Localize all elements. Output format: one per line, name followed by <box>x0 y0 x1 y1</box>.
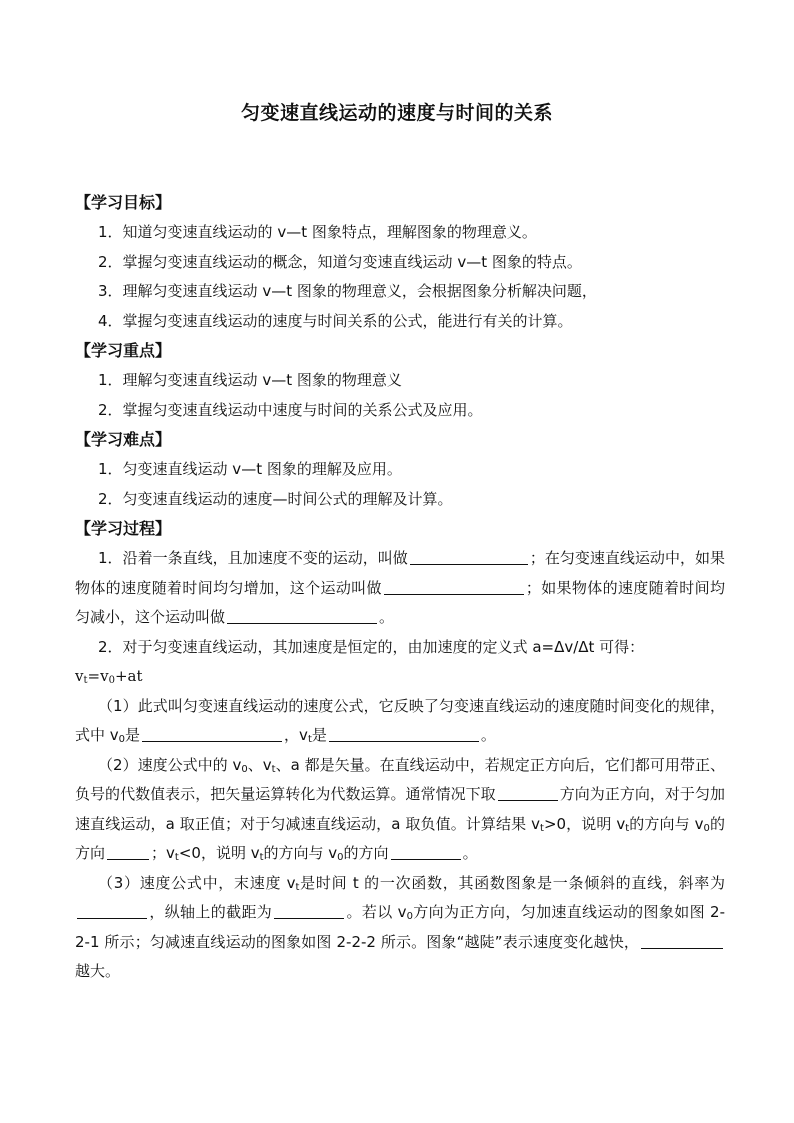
subscript: 0 <box>108 675 115 686</box>
difficulty-item: 2．匀变速直线运动的速度—时间公式的理解及计算。 <box>98 489 453 508</box>
section-heading-process: 【学习过程】 <box>75 519 172 538</box>
difficulty-item: 1．匀变速直线运动 v—t 图象的理解及应用。 <box>98 460 402 478</box>
section-heading-difficulties: 【学习难点】 <box>75 430 172 449</box>
velocity-formula <box>75 662 725 692</box>
page-title: 匀变速直线运动的速度与时间的关系 <box>240 102 553 124</box>
text-run: 是 <box>311 726 327 744</box>
fill-blank[interactable] <box>498 784 558 801</box>
section-heading-goals: 【学习目标】 <box>75 193 172 212</box>
fill-blank[interactable] <box>410 548 528 565</box>
fill-blank[interactable] <box>77 902 147 919</box>
text-run: <0，说明 v <box>178 844 260 862</box>
text-run: 的方向 <box>343 844 389 862</box>
process-paragraph-1 <box>75 544 725 633</box>
subscript: 0 <box>703 822 710 834</box>
process-paragraph-3 <box>75 692 725 751</box>
text-run: 越大。 <box>75 962 121 980</box>
text-run: 的方向 <box>75 814 725 862</box>
text-run: 。 <box>462 844 478 862</box>
subscript: t <box>307 734 312 745</box>
text-run: 、v <box>247 755 272 774</box>
fill-blank[interactable] <box>384 578 524 595</box>
goal-item: 1．知道匀变速直线运动的 v—t 图象特点，理解图象的物理意义。 <box>98 223 537 241</box>
text-run: 。 <box>379 608 395 626</box>
subscript: t <box>174 852 179 863</box>
subscript: 0 <box>406 911 413 922</box>
goal-item: 2．掌握匀变速直线运动的概念，知道匀变速直线运动 v—t 图象的特点。 <box>98 252 582 271</box>
text-run: >0，说明 v <box>543 814 626 833</box>
text-run: （2）速度公式中的 v <box>98 755 242 774</box>
process-paragraph-2: 2．对于匀变速直线运动，其加速度是恒定的，由加速度的定义式 a=Δv/Δt 可得： <box>98 637 645 656</box>
subscript: 0 <box>241 763 248 775</box>
subscript: 0 <box>118 734 126 745</box>
fill-blank[interactable] <box>329 725 479 742</box>
text-run: 方向为正方向，对于匀加速直线运动，a 取正值；对于匀减速直线运动，a 取负值。计算结果 v <box>75 785 725 833</box>
text-run: 。若以 v <box>346 903 407 921</box>
subscript: t <box>271 763 276 775</box>
process-paragraph-5 <box>75 869 725 987</box>
text-run: 。 <box>480 726 496 744</box>
text-run: =v <box>87 667 109 685</box>
text-run: 是时间 t 的一次函数，其函数图象是一条倾斜的直线，斜率为 <box>299 873 725 892</box>
text-run: 1．沿着一条直线，且加速度不变的运动，叫做 <box>98 549 408 567</box>
subscript: t <box>295 881 300 893</box>
fill-blank[interactable] <box>142 725 282 742</box>
text-run: v <box>75 667 84 685</box>
text-run: ；如果物体的速度随着时间均匀减小，这个运动叫做 <box>75 578 725 626</box>
document-body <box>75 188 725 987</box>
fill-blank[interactable] <box>391 843 461 860</box>
text-run: 是 <box>125 726 141 744</box>
subscript: t <box>259 852 264 863</box>
goal-item: 3．理解匀变速直线运动 v—t 图象的物理意义，会根据图象分析解决问题， <box>98 282 597 300</box>
subscript: 0 <box>337 852 344 863</box>
text-run: ，纵轴上的截距为 <box>149 903 273 921</box>
section-heading-key-points: 【学习重点】 <box>75 341 172 360</box>
text-run: 的方向与 v <box>263 844 338 862</box>
subscript: t <box>625 822 630 834</box>
fill-blank[interactable] <box>227 607 377 624</box>
text-run: ；在匀变速直线运动中，如果物体的速度随着时间均匀增加，这个运动叫做 <box>75 549 725 597</box>
text-run: 、a 都是矢量。在直线运动中，若规定正方向后，它们都可用带正、负号的代数值表示，把矢量运算转化为代数运算。通常情况下取 <box>75 755 725 803</box>
subscript: t <box>540 822 544 834</box>
fill-blank[interactable] <box>641 932 723 949</box>
key-point-item: 1．理解匀变速直线运动 v—t 图象的物理意义 <box>98 371 402 389</box>
text-run: 方向为正方向，匀加速直线运动的图象如图 2-2-1 所示；匀减速直线运动的图象如图 2-2-2 所示。图象“越陡”表示速度变化越快， <box>75 903 725 951</box>
text-run: ，v <box>284 726 308 744</box>
process-paragraph-4 <box>75 751 725 869</box>
key-point-item: 2．掌握匀变速直线运动中速度与时间的关系公式及应用。 <box>98 400 483 419</box>
text-run: （1）此式叫匀变速直线运动的速度公式，它反映了匀变速直线运动的速度随时间变化的规律，式中 v <box>75 696 725 744</box>
goal-item: 4．掌握匀变速直线运动的速度与时间关系的公式，能进行有关的计算。 <box>98 311 573 330</box>
subscript: t <box>83 675 88 686</box>
fill-blank[interactable] <box>274 902 344 919</box>
fill-blank[interactable] <box>107 843 149 860</box>
text-run: 的方向与 v <box>629 814 704 833</box>
text-run: （3）速度公式中，末速度 v <box>98 873 296 892</box>
text-run: +at <box>114 667 143 685</box>
text-run: ；v <box>151 844 175 862</box>
